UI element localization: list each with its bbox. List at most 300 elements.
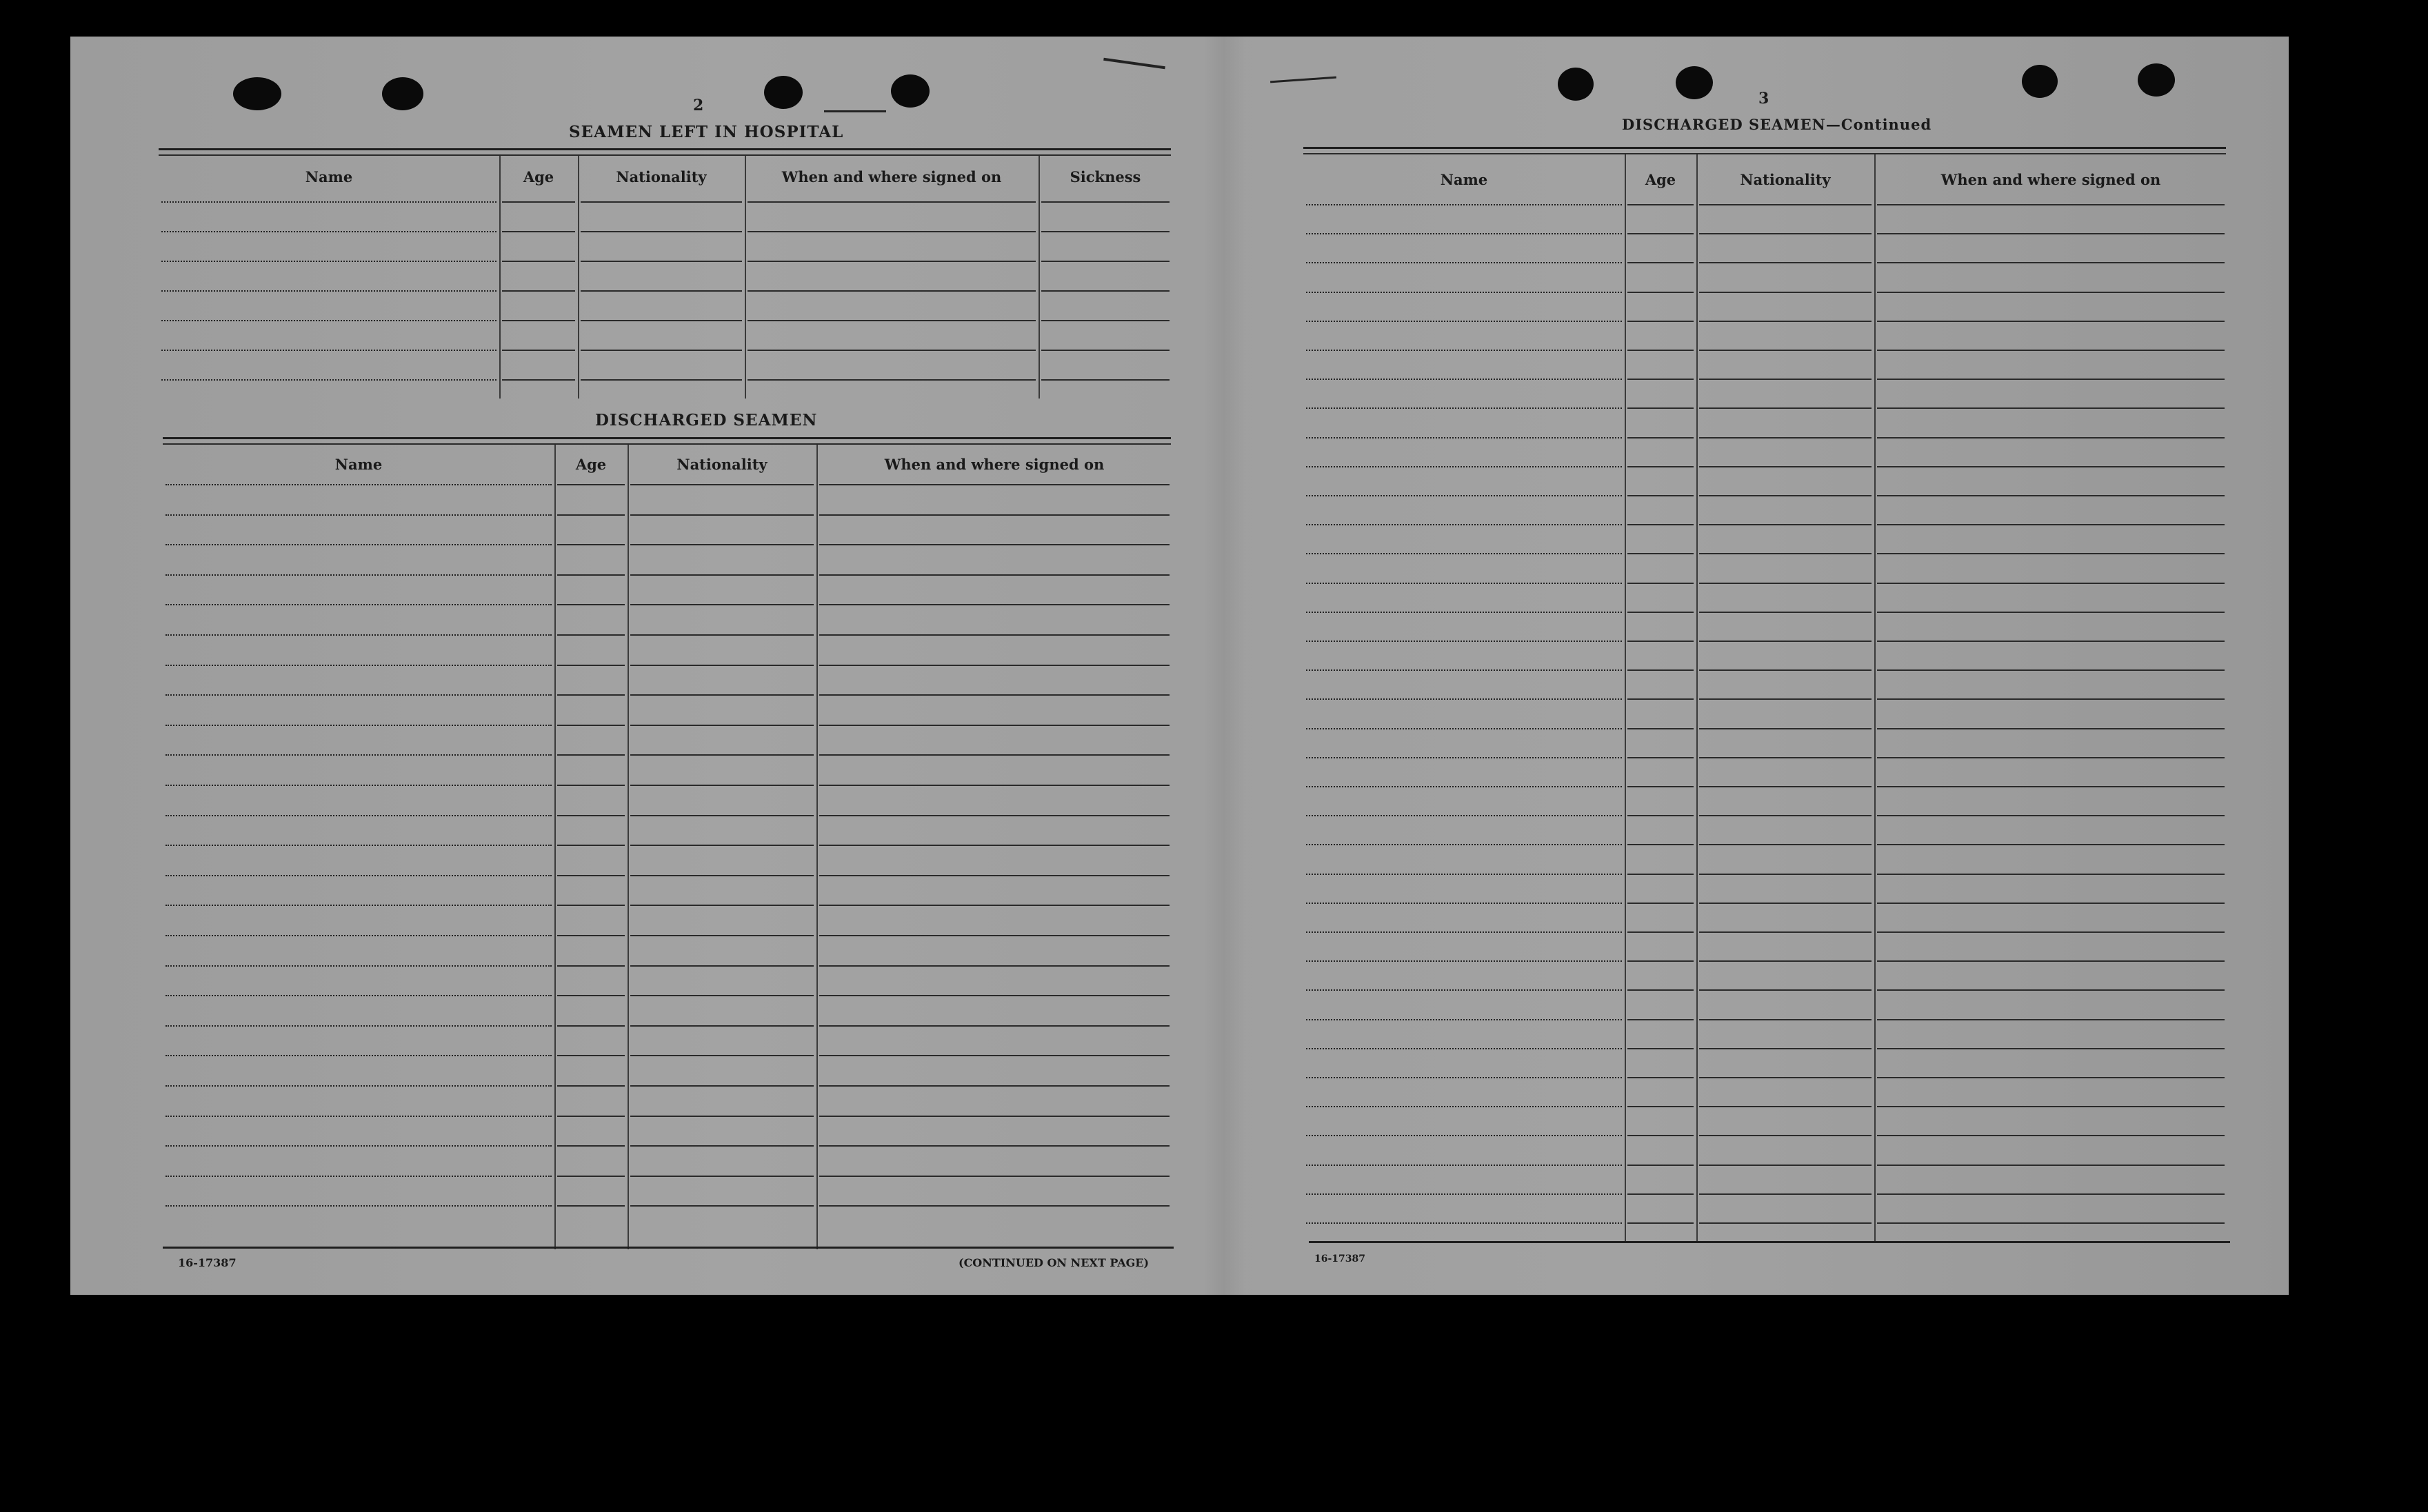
row-rule: [161, 320, 496, 321]
row-rule: [1627, 204, 1694, 205]
row-rule: [1699, 437, 1872, 439]
row-rule: [165, 604, 552, 605]
row-rule: [557, 484, 625, 485]
row-rule: [165, 935, 552, 936]
row-rule: [630, 665, 814, 666]
row-rule: [1627, 321, 1694, 322]
row-rule: [1877, 437, 2225, 439]
row-rule: [161, 231, 496, 232]
row-rule: [1041, 201, 1170, 203]
row-rule: [1699, 583, 1872, 584]
row-rule: [161, 350, 496, 351]
row-rule: [165, 875, 552, 876]
row-rule: [1699, 728, 1872, 729]
row-rule: [630, 845, 814, 846]
row-rule: [1877, 612, 2225, 613]
form-number: 16-17387: [1314, 1253, 1365, 1264]
row-rule: [1627, 1193, 1694, 1195]
row-rule: [1699, 379, 1872, 380]
row-rule: [581, 350, 742, 351]
row-rule: [161, 261, 496, 262]
row-rule: [1306, 757, 1622, 758]
row-rule: [1699, 931, 1872, 933]
row-rule: [557, 634, 625, 636]
row-rule: [165, 965, 552, 967]
punch-hole: [891, 74, 930, 108]
row-rule: [1627, 815, 1694, 816]
row-rule: [557, 544, 625, 545]
row-rule: [581, 231, 742, 232]
row-rule: [165, 1085, 552, 1087]
punch-hole: [2022, 65, 2058, 98]
row-rule: [165, 514, 552, 516]
row-rule: [1627, 1106, 1694, 1107]
row-rule: [1877, 204, 2225, 205]
row-rule: [1877, 698, 2225, 700]
row-rule: [165, 845, 552, 846]
row-rule: [1699, 698, 1872, 700]
punch-hole: [233, 77, 281, 110]
row-rule: [819, 514, 1170, 516]
row-rule: [748, 320, 1036, 321]
row-rule: [1877, 903, 2225, 904]
row-rule: [630, 1176, 814, 1177]
row-rule: [1699, 1165, 1872, 1166]
row-rule: [1306, 698, 1622, 700]
row-rule: [819, 995, 1170, 996]
column-header: Nationality: [616, 168, 707, 185]
row-rule: [1627, 728, 1694, 729]
row-rule: [1877, 815, 2225, 816]
row-rule: [1306, 1165, 1622, 1166]
row-rule: [1877, 728, 2225, 729]
row-rule: [819, 754, 1170, 756]
row-rule: [1306, 583, 1622, 584]
rule: [159, 148, 1171, 150]
row-rule: [1041, 320, 1170, 321]
row-rule: [1627, 466, 1694, 467]
row-rule: [1699, 466, 1872, 467]
row-rule: [630, 544, 814, 545]
row-rule: [1306, 903, 1622, 904]
row-rule: [1627, 1135, 1694, 1136]
row-rule: [557, 1025, 625, 1027]
row-rule: [502, 261, 575, 262]
row-rule: [1627, 612, 1694, 613]
row-rule: [1627, 844, 1694, 845]
row-rule: [1627, 262, 1694, 263]
row-rule: [1306, 1019, 1622, 1020]
row-rule: [581, 261, 742, 262]
rule: [1309, 1241, 2230, 1243]
section-title-continued: DISCHARGED SEAMEN—Continued: [1622, 116, 1932, 133]
row-rule: [819, 875, 1170, 876]
row-rule: [1627, 553, 1694, 554]
row-rule: [557, 1176, 625, 1177]
row-rule: [557, 905, 625, 906]
row-rule: [1877, 1135, 2225, 1136]
row-rule: [630, 965, 814, 967]
row-rule: [819, 785, 1170, 786]
row-rule: [161, 290, 496, 292]
row-rule: [1306, 495, 1622, 496]
row-rule: [1306, 641, 1622, 642]
row-rule: [557, 935, 625, 936]
row-rule: [630, 634, 814, 636]
column-divider: [554, 445, 556, 1249]
row-rule: [161, 201, 496, 203]
row-rule: [819, 935, 1170, 936]
column-divider: [499, 156, 501, 399]
column-header: Name: [334, 456, 383, 473]
row-rule: [819, 1025, 1170, 1027]
row-rule: [165, 995, 552, 996]
row-rule: [1306, 204, 1622, 205]
row-rule: [1306, 1048, 1622, 1049]
row-rule: [165, 694, 552, 696]
column-divider: [1874, 154, 1876, 1242]
row-rule: [557, 965, 625, 967]
row-rule: [557, 1055, 625, 1056]
row-rule: [1699, 641, 1872, 642]
row-rule: [165, 544, 552, 545]
row-rule: [630, 1145, 814, 1147]
row-rule: [557, 514, 625, 516]
row-rule: [1306, 786, 1622, 787]
row-rule: [1306, 233, 1622, 234]
row-rule: [1627, 1019, 1694, 1020]
row-rule: [1306, 1077, 1622, 1078]
row-rule: [1306, 874, 1622, 875]
row-rule: [1877, 1222, 2225, 1224]
row-rule: [630, 514, 814, 516]
column-header: When and where signed on: [884, 456, 1105, 473]
column-divider: [628, 445, 629, 1249]
row-rule: [1877, 1019, 2225, 1020]
row-rule: [1306, 292, 1622, 293]
row-rule: [502, 201, 575, 203]
row-rule: [819, 905, 1170, 906]
row-rule: [1877, 669, 2225, 671]
row-rule: [630, 754, 814, 756]
row-rule: [1306, 262, 1622, 263]
row-rule: [1699, 844, 1872, 845]
row-rule: [1041, 379, 1170, 381]
punch-hole: [1676, 66, 1713, 99]
row-rule: [1699, 1193, 1872, 1195]
row-rule: [165, 634, 552, 636]
row-rule: [1699, 1222, 1872, 1224]
row-rule: [630, 1085, 814, 1087]
row-rule: [502, 290, 575, 292]
row-rule: [1877, 466, 2225, 467]
row-rule: [1627, 1222, 1694, 1224]
row-rule: [1041, 231, 1170, 232]
row-rule: [1699, 786, 1872, 787]
row-rule: [630, 484, 814, 485]
row-rule: [1306, 815, 1622, 816]
row-rule: [1627, 1165, 1694, 1166]
row-rule: [1877, 495, 2225, 496]
row-rule: [1041, 290, 1170, 292]
row-rule: [1699, 903, 1872, 904]
form-number: 16-17387: [178, 1256, 237, 1269]
row-rule: [1627, 960, 1694, 962]
row-rule: [1699, 262, 1872, 263]
row-rule: [502, 231, 575, 232]
punch-hole: [382, 77, 423, 110]
row-rule: [165, 785, 552, 786]
row-rule: [1306, 407, 1622, 409]
row-rule: [557, 665, 625, 666]
row-rule: [557, 725, 625, 726]
row-rule: [1877, 960, 2225, 962]
row-rule: [819, 1145, 1170, 1147]
column-header: When and where signed on: [781, 168, 1002, 185]
row-rule: [1699, 553, 1872, 554]
row-rule: [630, 574, 814, 576]
row-rule: [165, 725, 552, 726]
row-rule: [165, 1025, 552, 1027]
row-rule: [502, 350, 575, 351]
row-rule: [557, 1116, 625, 1117]
row-rule: [1627, 379, 1694, 380]
column-header: When and where signed on: [1940, 171, 2161, 188]
column-divider: [745, 156, 746, 399]
row-rule: [1627, 931, 1694, 933]
row-rule: [630, 815, 814, 816]
row-rule: [1627, 903, 1694, 904]
row-rule: [1306, 1106, 1622, 1107]
row-rule: [165, 905, 552, 906]
row-rule: [1877, 233, 2225, 234]
page-number: 3: [1758, 90, 1769, 108]
row-rule: [165, 1205, 552, 1207]
row-rule: [748, 290, 1036, 292]
row-rule: [165, 1055, 552, 1056]
row-rule: [1627, 1048, 1694, 1049]
row-rule: [557, 845, 625, 846]
row-rule: [630, 905, 814, 906]
column-divider: [578, 156, 579, 399]
row-rule: [581, 290, 742, 292]
page-fold: [1203, 37, 1245, 1295]
row-rule: [165, 484, 552, 485]
row-rule: [581, 379, 742, 381]
rule: [159, 154, 1171, 156]
row-rule: [1877, 786, 2225, 787]
row-rule: [1699, 960, 1872, 962]
column-divider: [1039, 156, 1040, 399]
row-rule: [165, 754, 552, 756]
row-rule: [1877, 1077, 2225, 1078]
row-rule: [1877, 757, 2225, 758]
column-header: Age: [523, 168, 554, 185]
row-rule: [819, 1116, 1170, 1117]
row-rule: [502, 320, 575, 321]
row-rule: [1877, 641, 2225, 642]
row-rule: [819, 484, 1170, 485]
row-rule: [581, 320, 742, 321]
column-header: Age: [575, 456, 607, 473]
punch-hole: [1558, 68, 1594, 101]
row-rule: [1306, 612, 1622, 613]
row-rule: [502, 379, 575, 381]
row-rule: [1699, 495, 1872, 496]
row-rule: [819, 665, 1170, 666]
row-rule: [1627, 641, 1694, 642]
row-rule: [1877, 1048, 2225, 1049]
row-rule: [819, 634, 1170, 636]
row-rule: [1877, 553, 2225, 554]
row-rule: [165, 574, 552, 576]
ink-mark: [824, 110, 886, 112]
row-rule: [630, 1025, 814, 1027]
column-divider: [1696, 154, 1698, 1242]
row-rule: [1306, 728, 1622, 729]
row-rule: [1699, 204, 1872, 205]
row-rule: [1699, 612, 1872, 613]
row-rule: [630, 935, 814, 936]
row-rule: [1627, 407, 1694, 409]
row-rule: [1041, 350, 1170, 351]
row-rule: [630, 875, 814, 876]
rule: [1303, 153, 2226, 154]
row-rule: [1877, 321, 2225, 322]
row-rule: [1877, 583, 2225, 584]
row-rule: [630, 694, 814, 696]
row-rule: [1627, 495, 1694, 496]
rule: [163, 437, 1171, 439]
row-rule: [165, 665, 552, 666]
row-rule: [1306, 1193, 1622, 1195]
row-rule: [748, 379, 1036, 381]
row-rule: [819, 1176, 1170, 1177]
row-rule: [630, 995, 814, 996]
row-rule: [1699, 1048, 1872, 1049]
row-rule: [1877, 292, 2225, 293]
row-rule: [557, 1145, 625, 1147]
rule: [163, 443, 1171, 445]
row-rule: [1627, 698, 1694, 700]
row-rule: [1306, 321, 1622, 322]
column-header: Age: [1645, 171, 1676, 188]
row-rule: [1877, 1106, 2225, 1107]
row-rule: [1699, 524, 1872, 525]
row-rule: [1306, 524, 1622, 525]
row-rule: [1306, 931, 1622, 933]
rule: [163, 1247, 1174, 1249]
row-rule: [748, 201, 1036, 203]
row-rule: [819, 965, 1170, 967]
row-rule: [819, 1205, 1170, 1207]
row-rule: [165, 1176, 552, 1177]
row-rule: [1877, 1165, 2225, 1166]
row-rule: [557, 1205, 625, 1207]
row-rule: [1699, 669, 1872, 671]
row-rule: [1877, 844, 2225, 845]
row-rule: [630, 785, 814, 786]
row-rule: [1627, 989, 1694, 991]
row-rule: [1306, 350, 1622, 351]
row-rule: [557, 754, 625, 756]
row-rule: [581, 201, 742, 203]
row-rule: [630, 725, 814, 726]
row-rule: [748, 231, 1036, 232]
column-divider: [816, 445, 818, 1249]
row-rule: [1699, 815, 1872, 816]
row-rule: [1699, 989, 1872, 991]
row-rule: [1699, 1106, 1872, 1107]
continued-note: (CONTINUED ON NEXT PAGE): [959, 1256, 1150, 1269]
section-title-discharged: DISCHARGED SEAMEN: [595, 411, 818, 430]
row-rule: [1699, 407, 1872, 409]
row-rule: [1306, 1222, 1622, 1224]
row-rule: [819, 1055, 1170, 1056]
row-rule: [557, 574, 625, 576]
column-header: Sickness: [1070, 168, 1141, 185]
row-rule: [1041, 261, 1170, 262]
row-rule: [1699, 321, 1872, 322]
row-rule: [630, 604, 814, 605]
row-rule: [1699, 350, 1872, 351]
row-rule: [819, 815, 1170, 816]
punch-hole: [764, 76, 803, 109]
row-rule: [1699, 292, 1872, 293]
punch-hole: [2138, 63, 2175, 97]
row-rule: [1306, 989, 1622, 991]
row-rule: [819, 725, 1170, 726]
row-rule: [1627, 583, 1694, 584]
row-rule: [1877, 350, 2225, 351]
row-rule: [1627, 524, 1694, 525]
row-rule: [819, 604, 1170, 605]
row-rule: [1627, 1077, 1694, 1078]
row-rule: [1627, 874, 1694, 875]
row-rule: [1627, 233, 1694, 234]
row-rule: [630, 1205, 814, 1207]
row-rule: [161, 379, 496, 381]
rule: [1303, 147, 2226, 149]
row-rule: [1877, 874, 2225, 875]
row-rule: [630, 1055, 814, 1056]
row-rule: [748, 261, 1036, 262]
row-rule: [1627, 437, 1694, 439]
row-rule: [819, 694, 1170, 696]
row-rule: [1877, 524, 2225, 525]
row-rule: [1699, 1077, 1872, 1078]
row-rule: [1699, 1019, 1872, 1020]
column-header: Nationality: [1740, 171, 1831, 188]
row-rule: [1306, 437, 1622, 439]
row-rule: [819, 845, 1170, 846]
row-rule: [1627, 757, 1694, 758]
column-header: Name: [1440, 171, 1488, 188]
row-rule: [557, 875, 625, 876]
row-rule: [1877, 931, 2225, 933]
row-rule: [819, 1085, 1170, 1087]
row-rule: [557, 815, 625, 816]
row-rule: [1306, 466, 1622, 467]
row-rule: [1699, 757, 1872, 758]
column-divider: [1625, 154, 1626, 1242]
row-rule: [748, 350, 1036, 351]
row-rule: [819, 544, 1170, 545]
row-rule: [1627, 669, 1694, 671]
row-rule: [1877, 262, 2225, 263]
row-rule: [1877, 379, 2225, 380]
row-rule: [1306, 669, 1622, 671]
